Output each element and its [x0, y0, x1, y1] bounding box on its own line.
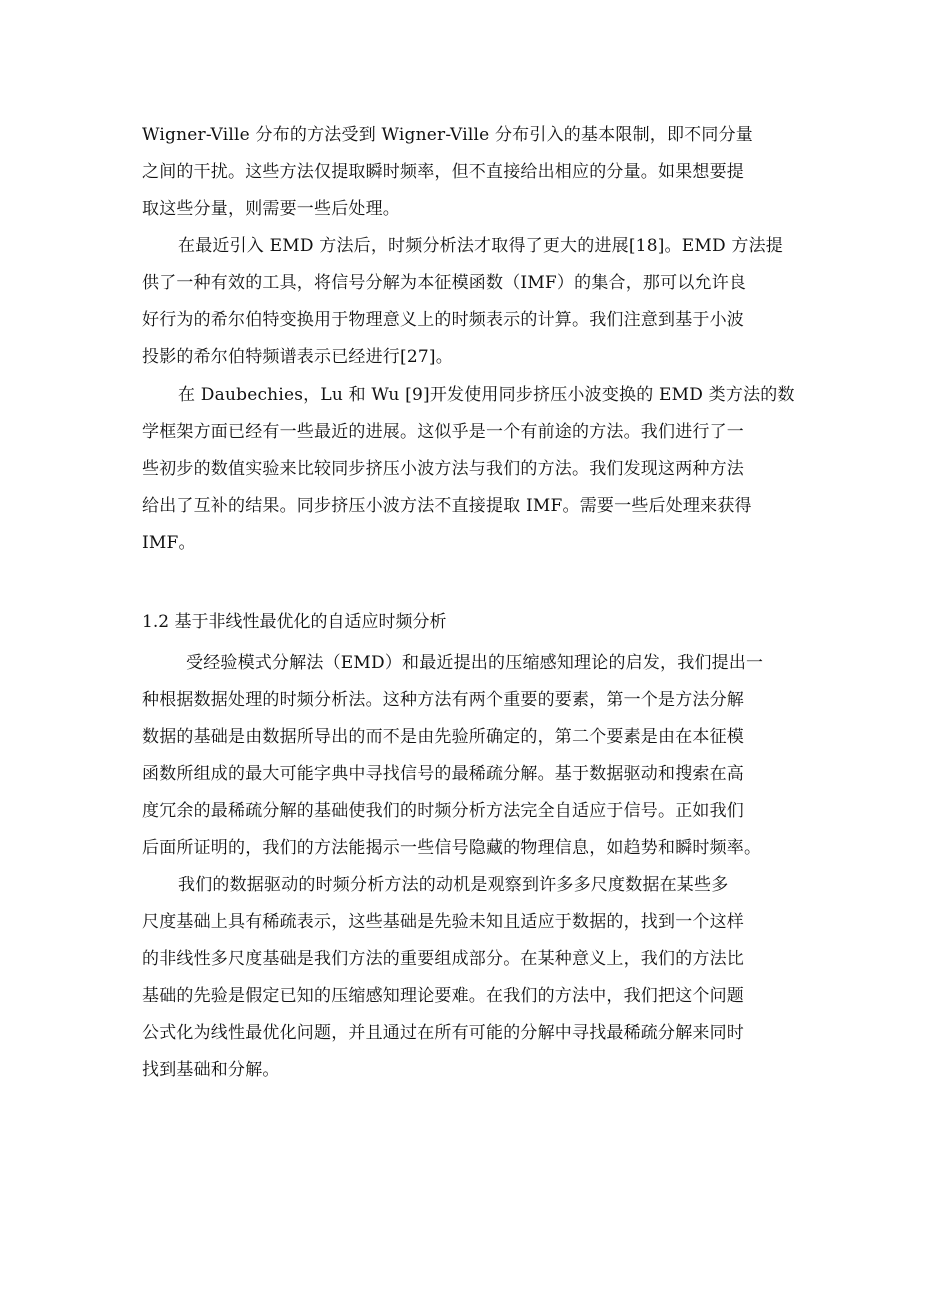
- paragraph-motivation: [142, 645, 786, 867]
- text-line: 后面所证明的，我们的方法能揭示一些信号隐藏的物理信息，如趋势和瞬时频率。: [142, 838, 762, 858]
- text-line: 基础的先验是假定已知的压缩感知理论要难。在我们的方法中，我们把这个问题: [142, 986, 744, 1006]
- paragraph-synchrosqueezing: [142, 377, 795, 562]
- text-line: Wigner-Ville 分布的方法受到 Wigner-Ville 分布引入的基本限制，即不同分量: [142, 125, 753, 145]
- text-line: 度冗余的最稀疏分解的基础使我们的时频分析方法完全自适应于信号。正如我们: [142, 801, 744, 821]
- text-line: 学框架方面已经有一些最近的进展。这似乎是一个有前途的方法。我们进行了一: [142, 422, 744, 442]
- paragraph-emd-progress: [142, 228, 786, 376]
- text-line: 在 Daubechies，Lu 和 Wu [9]开发使用同步挤压小波变换的 EMD 类方法的数: [178, 385, 795, 405]
- text-line: 受经验模式分解法（EMD）和最近提出的压缩感知理论的启发，我们提出一: [186, 653, 764, 673]
- text-line: 找到基础和分解。: [142, 1060, 280, 1080]
- text-line: 取这些分量，则需要一些后处理。: [142, 199, 400, 219]
- paragraph-data-driven: [142, 867, 786, 1089]
- text-line: 的非线性多尺度基础是我们方法的重要组成部分。在某种意义上，我们的方法比: [142, 949, 744, 969]
- text-line: 函数所组成的最大可能字典中寻找信号的最稀疏分解。基于数据驱动和搜索在高: [142, 764, 744, 784]
- paragraph-wigner-ville: [142, 117, 786, 228]
- text-line: 供了一种有效的工具，将信号分解为本征模函数（IMF）的集合，那可以允许良: [142, 273, 747, 293]
- text-line: 给出了互补的结果。同步挤压小波方法不直接提取 IMF。需要一些后处理来获得: [142, 496, 752, 516]
- text-line: IMF。: [142, 533, 196, 553]
- text-line: 投影的希尔伯特频谱表示已经进行[27]。: [142, 347, 453, 367]
- text-line: 尺度基础上具有稀疏表示，这些基础是先验未知且适应于数据的，找到一个这样: [142, 912, 744, 932]
- text-line: 些初步的数值实验来比较同步挤压小波方法与我们的方法。我们发现这两种方法: [142, 459, 744, 479]
- text-line: 数据的基础是由数据所导出的而不是由先验所确定的，第二个要素是由在本征模: [142, 727, 744, 747]
- section-heading: 1.2 基于非线性最优化的自适应时频分析: [142, 612, 447, 632]
- text-line: 我们的数据驱动的时频分析方法的动机是观察到许多多尺度数据在某些多: [178, 875, 729, 895]
- text-line: 公式化为线性最优化问题，并且通过在所有可能的分解中寻找最稀疏分解来同时: [142, 1023, 744, 1043]
- text-line: 之间的干扰。这些方法仅提取瞬时频率，但不直接给出相应的分量。如果想要提: [142, 162, 744, 182]
- text-line: 在最近引入 EMD 方法后，时频分析法才取得了更大的进展[18]。EMD 方法提: [178, 236, 783, 256]
- text-line: 种根据数据处理的时频分析法。这种方法有两个重要的要素，第一个是方法分解: [142, 690, 744, 710]
- text-line: 好行为的希尔伯特变换用于物理意义上的时频表示的计算。我们注意到基于小波: [142, 310, 744, 330]
